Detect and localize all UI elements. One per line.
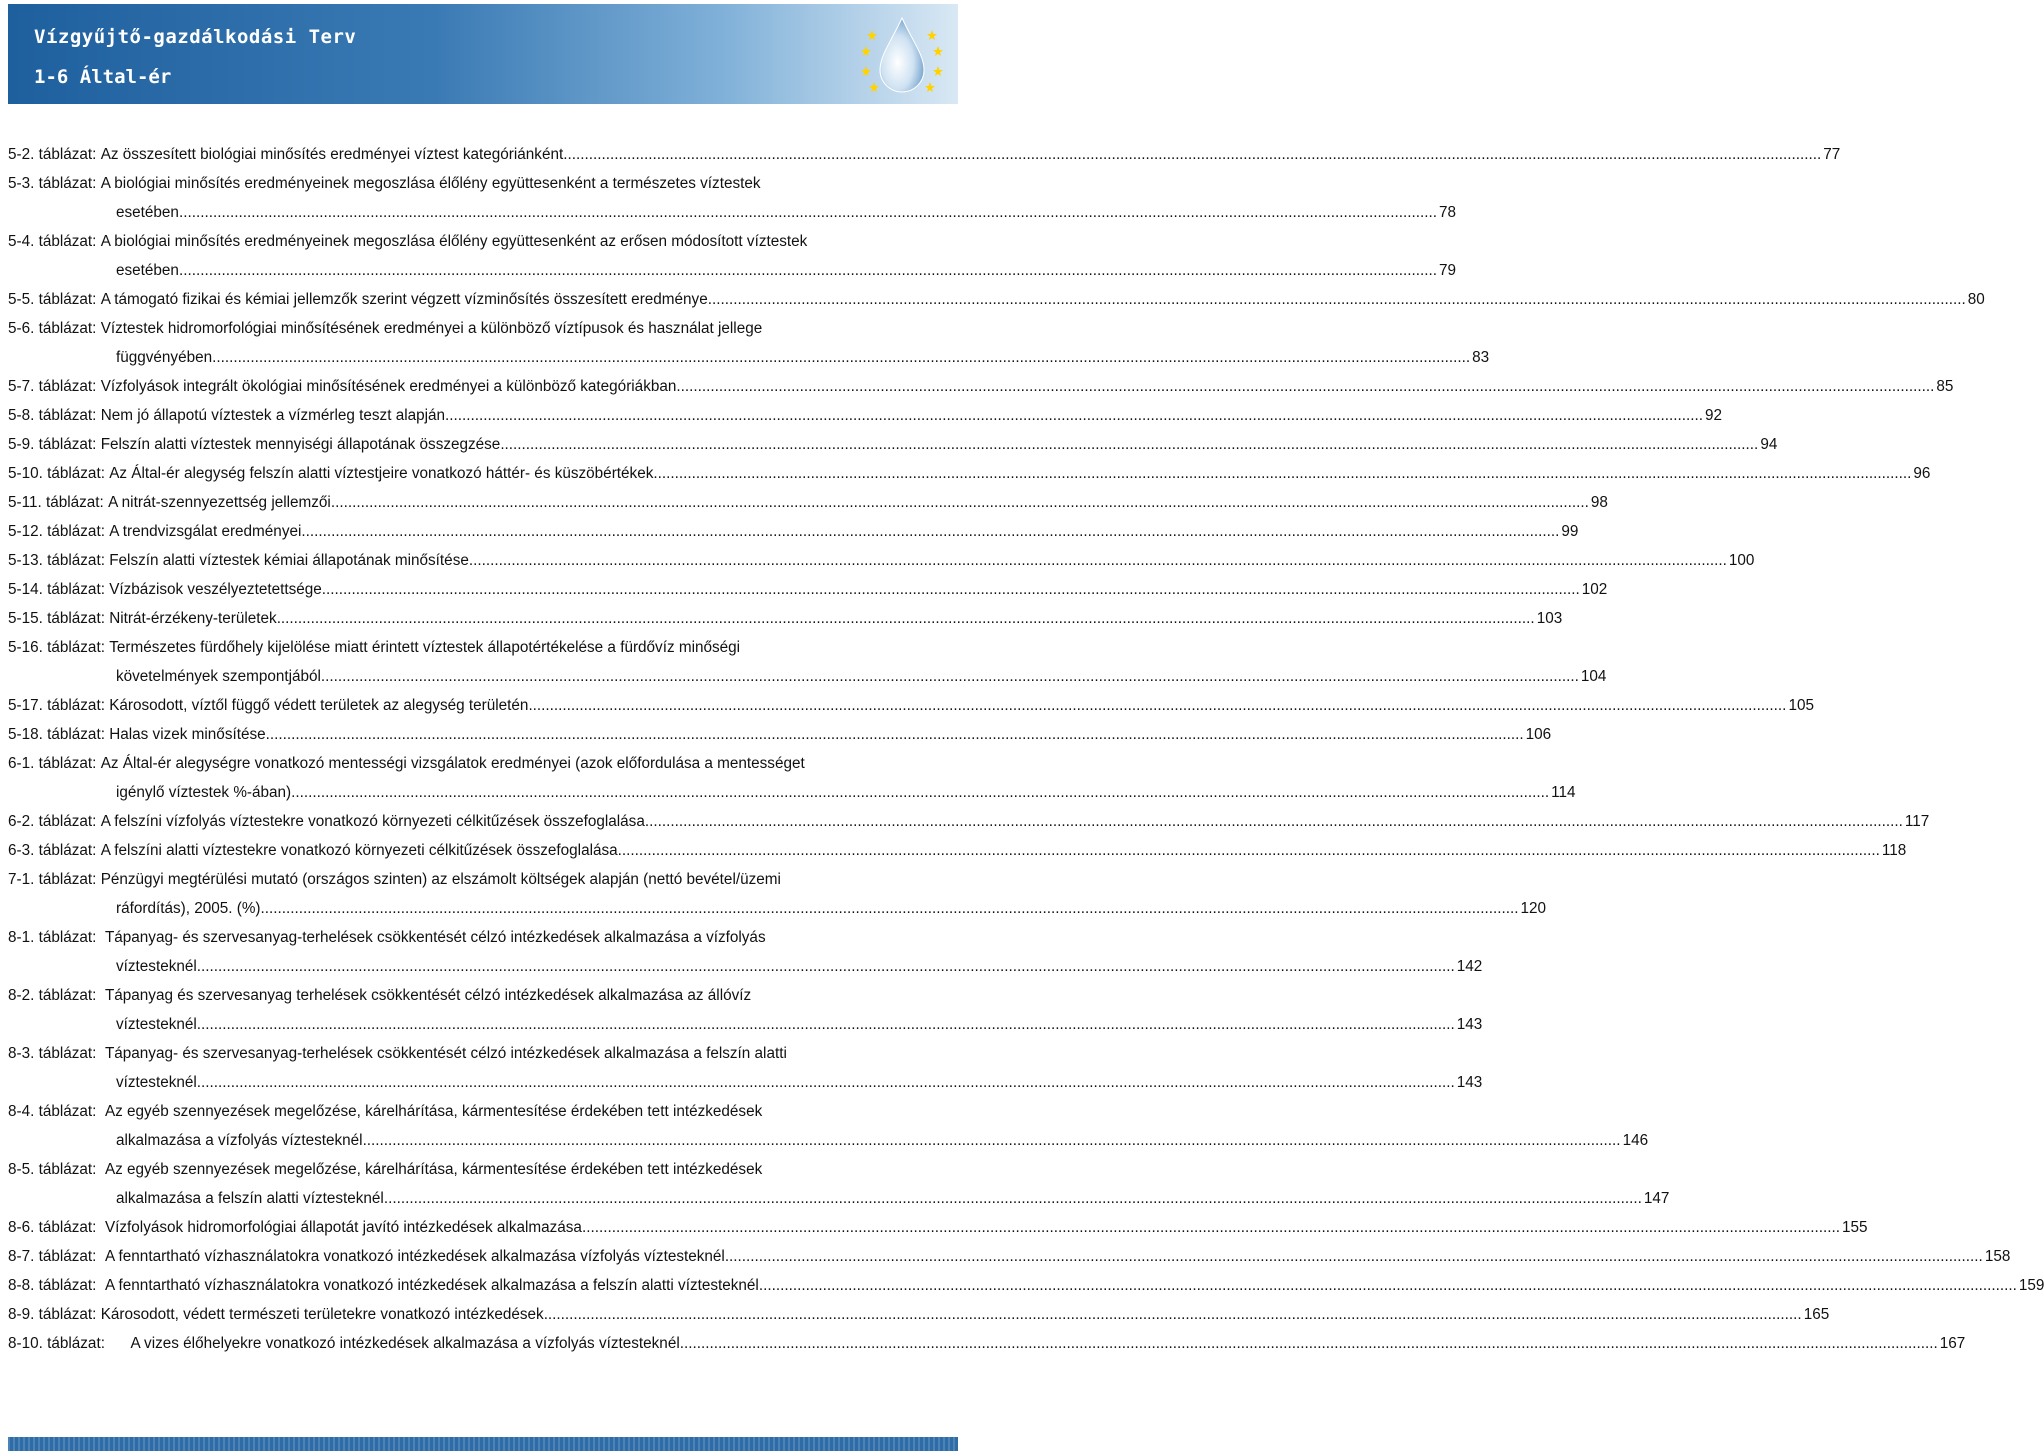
toc-dot-leader	[321, 662, 1579, 691]
toc-dot-leader	[469, 546, 1727, 575]
toc-entry-line	[8, 952, 1483, 981]
toc-dot-leader	[197, 1010, 1455, 1039]
toc-entry[interactable]	[8, 401, 1723, 430]
toc-dot-leader	[179, 256, 1437, 285]
toc-entry-title: víztesteknél	[116, 1016, 197, 1033]
toc-page-number: 94	[1760, 436, 1778, 453]
water-drop-eu-stars-logo-icon	[852, 10, 952, 102]
toc-entry[interactable]	[8, 1300, 1830, 1329]
toc-dot-leader	[725, 1242, 1983, 1271]
footer-decorative-bar	[8, 1437, 958, 1451]
toc-entry-line	[8, 1068, 1483, 1097]
toc-entry-line	[8, 894, 1547, 923]
toc-dot-leader	[759, 1271, 2017, 1300]
toc-page-number: 159	[2018, 1277, 2044, 1294]
toc-entry-label: 5-3. táblázat:	[8, 175, 101, 192]
toc-entry-label: 8-5. táblázat:	[8, 1161, 105, 1178]
toc-entry-line	[8, 981, 948, 1010]
toc-page-number: 146	[1622, 1132, 1649, 1149]
toc-entry-line	[8, 633, 948, 662]
toc-dot-leader	[676, 372, 1934, 401]
toc-entry[interactable]	[8, 749, 1576, 807]
toc-entry-line	[8, 575, 1608, 604]
toc-entry-line	[8, 227, 948, 256]
toc-entry[interactable]	[8, 1271, 2044, 1300]
toc-entry-label: 5-7. táblázat:	[8, 378, 101, 395]
toc-entry-label: 5-5. táblázat:	[8, 291, 101, 308]
document-subtitle: 1-6 Által-ér	[34, 66, 172, 88]
toc-entry-title: Pénzügyi megtérülési mutató (országos szinten) az elszámolt költségek alapján (nettó bevétel/üzemi	[100, 871, 781, 888]
toc-entry[interactable]	[8, 546, 1755, 575]
toc-entry-line	[8, 604, 1563, 633]
toc-page-number: 143	[1456, 1074, 1483, 1091]
toc-page-number: 80	[1967, 291, 1985, 308]
toc-entry-title: A támogató fizikai és kémiai jellemzők szerint végzett vízminősítés összesített eredménye	[100, 291, 708, 308]
toc-entry[interactable]	[8, 430, 1778, 459]
toc-entry-label: 5-10. táblázat:	[8, 465, 110, 482]
toc-entry-label: 8-8. táblázat:	[8, 1277, 105, 1294]
toc-page-number: 114	[1551, 784, 1576, 801]
toc-entry-title: Az Által-ér alegységre vonatkozó mentességi vizsgálatok eredményei (azok előfordulása a mentességet	[100, 755, 805, 772]
toc-entry-line	[8, 778, 1576, 807]
toc-entry[interactable]	[8, 314, 1490, 372]
toc-entry[interactable]	[8, 459, 1931, 488]
toc-entry-line	[8, 314, 948, 343]
toc-entry-title: A fenntartható vízhasználatokra vonatkozó intézkedések alkalmazása a felszín alatti víztesteknél	[104, 1277, 759, 1294]
toc-dot-leader	[622, 836, 1880, 865]
toc-entry-line	[8, 807, 1930, 836]
toc-entry[interactable]	[8, 517, 1579, 546]
toc-entry-line	[8, 836, 1907, 865]
toc-entry-label: 5-2. táblázat:	[8, 146, 101, 163]
toc-entry[interactable]	[8, 1242, 2011, 1271]
toc-entry-title: Nitrát-érzékeny-területek	[109, 610, 277, 627]
toc-page-number: 105	[1788, 697, 1814, 714]
toc-page-number: 120	[1520, 900, 1547, 917]
toc-page-number: 142	[1456, 958, 1483, 975]
toc-dot-leader	[384, 1184, 1642, 1213]
toc-entry[interactable]	[8, 923, 1483, 981]
toc-page-number: 103	[1536, 610, 1563, 627]
toc-dot-leader	[277, 604, 1535, 633]
toc-dot-leader	[645, 807, 1903, 836]
toc-entry[interactable]	[8, 285, 1985, 314]
toc-dot-leader	[680, 1329, 1938, 1358]
toc-entry-title: ráfordítás), 2005. (%)	[116, 900, 261, 917]
toc-page-number: 117	[1904, 813, 1930, 830]
toc-entry-label: 5-15. táblázat:	[8, 610, 110, 627]
toc-entry-line	[8, 691, 1814, 720]
toc-entry-title: Tápanyag- és szervesanyag-terhelések csökkentését célzó intézkedések alkalmazása a felszín alatti	[104, 1045, 787, 1062]
toc-entry-title: Természetes fürdőhely kijelölése miatt érintett víztestek állapotértékelése a fürdővíz minőségi	[109, 639, 741, 656]
toc-entry[interactable]	[8, 1213, 1868, 1242]
toc-entry-line	[8, 1300, 1830, 1329]
toc-entry-title: Felszín alatti víztestek kémiai állapotának minősítése	[109, 552, 469, 569]
toc-entry-title: A fenntartható vízhasználatokra vonatkozó intézkedések alkalmazása vízfolyás víztesteknél	[104, 1248, 725, 1265]
toc-dot-leader	[322, 575, 1580, 604]
toc-page-number: 158	[1984, 1248, 2011, 1265]
toc-entry-title: A biológiai minősítés eredményeinek megoszlása élőlény együttesenként az erősen módosított víztestek	[100, 233, 808, 250]
toc-page-number: 143	[1456, 1016, 1483, 1033]
toc-page-number: 155	[1841, 1219, 1868, 1236]
toc-entry-line	[8, 1213, 1868, 1242]
toc-dot-leader	[197, 1068, 1455, 1097]
toc-entry-label: 8-6. táblázat:	[8, 1219, 105, 1236]
toc-dot-leader	[212, 343, 1470, 372]
document-title: Vízgyűjtő-gazdálkodási Terv	[34, 26, 357, 48]
toc-entry-title: esetében	[116, 204, 179, 221]
toc-entry-line	[8, 256, 1456, 285]
page-header	[8, 4, 958, 104]
toc-entry-title: alkalmazása a vízfolyás víztesteknél	[116, 1132, 363, 1149]
toc-entry-label: 5-14. táblázat:	[8, 581, 110, 598]
toc-entry-title: Károsodott, védett természeti területekre vonatkozó intézkedések	[100, 1306, 544, 1323]
toc-entry-line	[8, 923, 948, 952]
toc-entry-line	[8, 1039, 948, 1068]
toc-entry-line	[8, 546, 1755, 575]
toc-entry-label: 5-4. táblázat:	[8, 233, 101, 250]
toc-entry-line	[8, 517, 1579, 546]
toc-entry-label: 5-8. táblázat:	[8, 407, 101, 424]
toc-entry-title: igénylő víztestek %-ában)	[116, 784, 292, 801]
toc-dot-leader	[291, 778, 1549, 807]
toc-entry-title: Felszín alatti víztestek mennyiségi állapotának összegzése	[100, 436, 501, 453]
toc-entry-label: 6-2. táblázat:	[8, 813, 101, 830]
toc-entry-title: Halas vizek minősítése	[109, 726, 266, 743]
toc-entry-line	[8, 1329, 1966, 1358]
toc-entry-line	[8, 459, 1931, 488]
toc-entry-label: 5-18. táblázat:	[8, 726, 110, 743]
toc-dot-leader	[331, 488, 1589, 517]
toc-dot-leader	[544, 1300, 1802, 1329]
toc-entry-line	[8, 343, 1490, 372]
toc-entry-line	[8, 1010, 1483, 1039]
toc-entry-label: 8-10. táblázat:	[8, 1335, 131, 1352]
toc-entry-title: víztesteknél	[116, 1074, 197, 1091]
toc-entry-label: 8-2. táblázat:	[8, 987, 105, 1004]
toc-entry-title: Az egyéb szennyezések megelőzése, kárelhárítása, kármentesítése érdekében tett intézkedések	[104, 1161, 763, 1178]
toc-entry-title: Az összesített biológiai minősítés eredményei víztest kategóriánként	[100, 146, 564, 163]
toc-page-number: 92	[1705, 407, 1723, 424]
toc-dot-leader	[179, 198, 1437, 227]
toc-entry[interactable]	[8, 575, 1608, 604]
toc-entry[interactable]	[8, 807, 1930, 836]
toc-entry-line	[8, 285, 1985, 314]
toc-entry-label: 5-16. táblázat:	[8, 639, 110, 656]
toc-entry-line	[8, 1097, 948, 1126]
toc-page-number: 83	[1472, 349, 1490, 366]
toc-entry-label: 7-1. táblázat:	[8, 871, 101, 888]
toc-entry[interactable]	[8, 1097, 1649, 1155]
toc-dot-leader	[653, 459, 1911, 488]
toc-entry[interactable]	[8, 691, 1814, 720]
toc-entry-label: 5-17. táblázat:	[8, 697, 110, 714]
toc-entry-line	[8, 430, 1778, 459]
toc-entry-line	[8, 1242, 2011, 1271]
toc-entry-title: alkalmazása a felszín alatti víztesteknél	[116, 1190, 384, 1207]
toc-entry-title: Vízfolyások integrált ökológiai minősítésének eredményei a különböző kategóriákban	[100, 378, 677, 395]
toc-page-number: 104	[1580, 668, 1607, 685]
toc-entry-title: követelmények szempontjából	[116, 668, 321, 685]
toc-entry-title: esetében	[116, 262, 179, 279]
toc-entry[interactable]	[8, 488, 1608, 517]
toc-entry-label: 8-9. táblázat:	[8, 1306, 101, 1323]
toc-entry-title: Víztestek hidromorfológiai minősítésének eredményei a különböző víztípusok és használat jellege	[100, 320, 763, 337]
toc-entry-label: 8-1. táblázat:	[8, 929, 105, 946]
toc-entry-line	[8, 372, 1954, 401]
toc-entry-title: Tápanyag és szervesanyag terhelések csökkentését célzó intézkedések alkalmazása az állóvíz	[104, 987, 752, 1004]
toc-entry-label: 6-3. táblázat:	[8, 842, 101, 859]
toc-entry-line	[8, 488, 1608, 517]
toc-entry-line	[8, 198, 1456, 227]
toc-entry[interactable]	[8, 372, 1954, 401]
toc-entry-label: 6-1. táblázat:	[8, 755, 101, 772]
toc-dot-leader	[197, 952, 1455, 981]
toc-entry-title: A felszíni vízfolyás víztestekre vonatkozó környezeti célkitűzések összefoglalása	[100, 813, 645, 830]
toc-entry-line	[8, 169, 948, 198]
toc-entry-title: A felszíni alatti víztestekre vonatkozó környezeti célkitűzések összefoglalása.	[100, 842, 622, 859]
toc-entry-title: Vízbázisok veszélyeztetettsége	[109, 581, 322, 598]
toc-entry-line	[8, 401, 1723, 430]
toc-page-number: 85	[1936, 378, 1954, 395]
toc-page-number: 99	[1561, 523, 1579, 540]
toc-page-number: 100	[1728, 552, 1755, 569]
toc-entry-title: Az egyéb szennyezések megelőzése, kárelhárítása, kármentesítése érdekében tett intézkedések	[104, 1103, 763, 1120]
toc-entry-line	[8, 720, 1552, 749]
toc-entry-label: 8-7. táblázat:	[8, 1248, 105, 1265]
toc-entry-line	[8, 749, 948, 778]
toc-entry-title: Vízfolyások hidromorfológiai állapotát javító intézkedések alkalmazása	[104, 1219, 582, 1236]
toc-dot-leader	[363, 1126, 1621, 1155]
toc-entry-title: Az Által-ér alegység felszín alatti víztestjeire vonatkozó háttér- és küszöbértékek	[109, 465, 654, 482]
toc-entry[interactable]	[8, 1329, 1966, 1358]
toc-page-number: 77	[1823, 146, 1841, 163]
toc-entry-line	[8, 1155, 948, 1184]
toc-page-number: 118	[1881, 842, 1907, 859]
toc-page-number: 79	[1438, 262, 1456, 279]
toc-entry-line	[8, 662, 1607, 691]
toc-entry-title: Nem jó állapotú víztestek a vízmérleg teszt alapján	[100, 407, 446, 424]
toc-entry[interactable]	[8, 720, 1552, 749]
toc-dot-leader	[708, 285, 1966, 314]
toc-entry-title: Károsodott, víztől függő védett területek az alegység területén	[109, 697, 529, 714]
toc-entry-title: A biológiai minősítés eredményeinek megoszlása élőlény együttesenként a természetes víztestek	[100, 175, 761, 192]
toc-page-number: 106	[1525, 726, 1552, 743]
toc-entry[interactable]	[8, 169, 1456, 227]
toc-entry-label: 5-11. táblázat:	[8, 494, 109, 511]
toc-entry[interactable]	[8, 604, 1563, 633]
toc-entry-title: A vizes élőhelyekre vonatkozó intézkedések alkalmazása a vízfolyás víztesteknél	[130, 1335, 680, 1352]
toc-entry[interactable]	[8, 1155, 1670, 1213]
toc-entry-line	[8, 1126, 1649, 1155]
toc-entry-label: 8-3. táblázat:	[8, 1045, 105, 1062]
toc-entry-title: függvényében	[116, 349, 213, 366]
toc-entry-line	[8, 1271, 2044, 1300]
toc-page-number: 147	[1643, 1190, 1670, 1207]
toc-dot-leader	[528, 691, 1786, 720]
toc-page-number: 102	[1581, 581, 1608, 598]
toc-entry-label: 5-13. táblázat:	[8, 552, 110, 569]
toc-entry-label: 8-4. táblázat:	[8, 1103, 105, 1120]
toc-entry[interactable]	[8, 865, 1547, 923]
toc-dot-leader	[266, 720, 1524, 749]
toc-dot-leader	[445, 401, 1703, 430]
toc-entry-label: 5-6. táblázat:	[8, 320, 101, 337]
toc-dot-leader	[301, 517, 1559, 546]
toc-page-number: 78	[1438, 204, 1456, 221]
toc-page-number: 167	[1939, 1335, 1966, 1352]
toc-entry[interactable]	[8, 140, 1841, 169]
table-of-tables-list	[8, 140, 2044, 1358]
toc-dot-leader	[563, 140, 1821, 169]
toc-entry-line	[8, 865, 948, 894]
toc-page-number: 96	[1913, 465, 1931, 482]
toc-entry[interactable]	[8, 981, 1483, 1039]
toc-dot-leader	[500, 430, 1758, 459]
toc-entry-label: 5-9. táblázat:	[8, 436, 101, 453]
toc-entry[interactable]	[8, 633, 1607, 691]
toc-dot-leader	[582, 1213, 1840, 1242]
toc-entry[interactable]	[8, 1039, 1483, 1097]
toc-entry-title: A trendvizsgálat eredményei	[109, 523, 302, 540]
toc-entry-line	[8, 1184, 1670, 1213]
toc-entry-title: A nitrát-szennyezettség jellemzői	[108, 494, 331, 511]
toc-page-number: 165	[1803, 1306, 1830, 1323]
toc-dot-leader	[261, 894, 1519, 923]
toc-entry[interactable]	[8, 836, 1907, 865]
toc-entry-title: Tápanyag- és szervesanyag-terhelések csökkentését célzó intézkedések alkalmazása a vízfolyás	[104, 929, 766, 946]
toc-entry-title: víztesteknél	[116, 958, 197, 975]
toc-page-number: 98	[1590, 494, 1608, 511]
toc-entry[interactable]	[8, 227, 1456, 285]
toc-entry-label: 5-12. táblázat:	[8, 523, 110, 540]
toc-entry-line	[8, 140, 1841, 169]
